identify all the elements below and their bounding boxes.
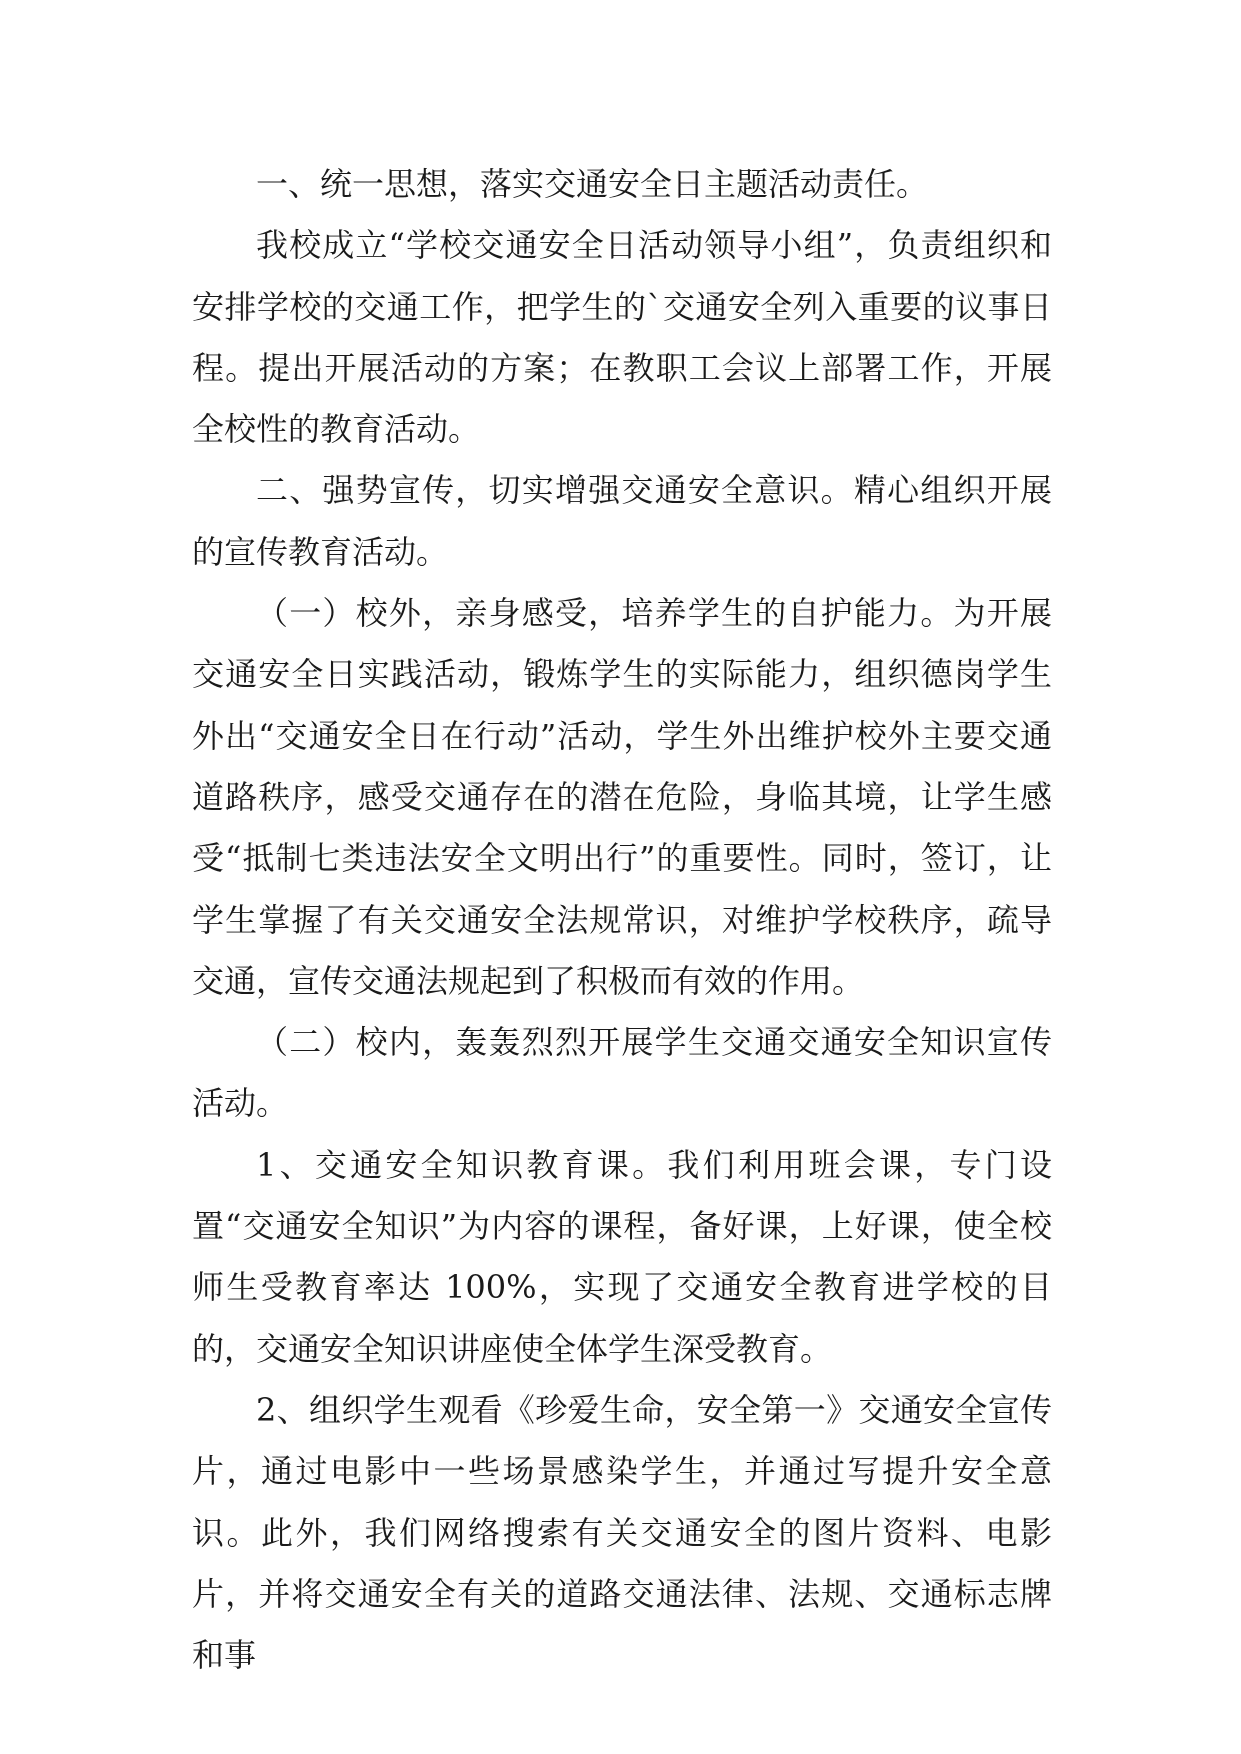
- heading-section-two: 二、强势宣传，切实增强交通安全意识。精心组织开展的宣传教育活动。: [192, 471, 1052, 571]
- heading-section-one: 一、统一思想，落实交通安全日主题活动责任。: [256, 165, 929, 203]
- document-body: [192, 154, 1052, 1686]
- paragraph-on-campus: （二）校内，轰轰烈烈开展学生交通交通安全知识宣传活动。: [192, 1023, 1052, 1123]
- paragraph-leadership-group: 我校成立“学校交通安全日活动领导小组”，负责组织和安排学校的交通工作，把学生的`交通安全列入重要的议事日程。提出开展活动的方案；在教职工会议上部署工作，开展全校性的教育活动。: [192, 226, 1052, 449]
- paragraph-safety-film: 2、组织学生观看《珍爱生命，安全第一》交通安全宣传片，通过电影中一些场景感染学生，并通过写提升安全意识。此外，我们网络搜索有关交通安全的图片资料、电影片，并将交通安全有关的道路交通法律、法规、交通标志牌和事: [192, 1390, 1052, 1675]
- paragraph-education-class: 1、交通安全知识教育课。我们利用班会课，专门设置“交通安全知识”为内容的课程，备好课，上好课，使全校师生受教育率达 100%，实现了交通安全教育进学校的目的，交通安全知识讲座使全体学生深受教育。: [192, 1145, 1052, 1368]
- paragraph-off-campus: （一）校外，亲身感受，培养学生的自护能力。为开展交通安全日实践活动，锻炼学生的实际能力，组织德岗学生外出“交通安全日在行动”活动，学生外出维护校外主要交通道路秩序，感受交通存在的潜在危险，身临其境，让学生感受“抵制七类违法安全文明出行”的重要性。同时，签订，让学生掌握了有关交通安全法规常识，对维护学校秩序，疏导交通，宣传交通法规起到了积极而有效的作用。: [192, 594, 1052, 1000]
